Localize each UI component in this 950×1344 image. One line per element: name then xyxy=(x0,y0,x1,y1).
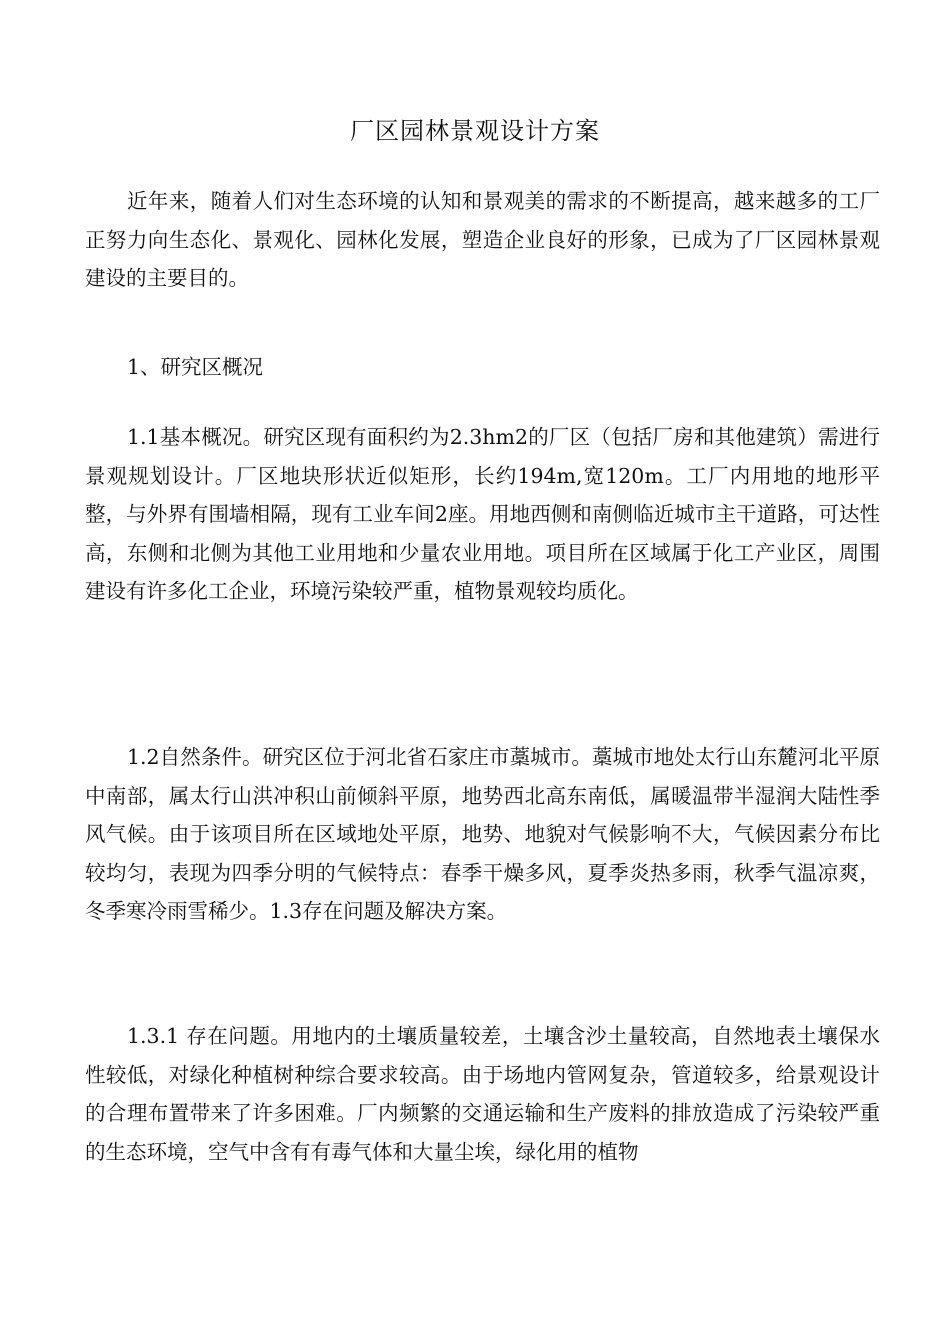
document-title: 厂区园林景观设计方案 xyxy=(350,117,600,145)
section-1-3-1-paragraph: 1.3.1 存在问题。用地内的土壤质量较差，土壤含沙土量较高，自然地表土壤保水性较低，对绿化种植树种综合要求较高。由于场地内管网复杂，管道较多，给景观设计的合理布置带来了许多困难。厂内频繁的交通运输和生产废料的排放造成了污染较严重的生态环境，空气中含有有毒气体和大量尘埃，绿化用的植物 xyxy=(85,1024,880,1164)
section-1-2-paragraph: 1.2自然条件。研究区位于河北省石家庄市藁城市。藁城市地处太行山东麓河北平原中南部，属太行山洪冲积山前倾斜平原，地势西北高东南低，属暖温带半湿润大陆性季风气候。由于该项目所在区域地处平原，地势、地貌对气候影响不大，气候因素分布比较均匀，表现为四季分明的气候特点：春季干燥多风，夏季炎热多雨，秋季气温凉爽，冬季寒冷雨雪稀少。1.3存在问题及解决方案。 xyxy=(85,745,880,923)
section-heading-block xyxy=(85,348,880,387)
intro-paragraph-block xyxy=(85,182,880,298)
intro-paragraph: 近年来，随着人们对生态环境的认知和景观美的需求的不断提高，越来越多的工厂正努力向生态化、景观化、园林化发展，塑造企业良好的形象，已成为了厂区园林景观建设的主要目的。 xyxy=(85,189,880,290)
section-1-1-paragraph: 1.1基本概况。研究区现有面积约为2.3hm2的厂区（包括厂房和其他建筑）需进行景观规划设计。厂区地块形状近似矩形，长约194m,宽120m。工厂内用地的地形平整，与外界有围墙相隔，现有工业车间2座。用地西侧和南侧临近城市主干道路，可达性高，东侧和北侧为其他工业用地和少量农业用地。项目所在区域属于化工产业区，周围建设有许多化工企业，环境污染较严重，植物景观较均质化。 xyxy=(85,425,880,603)
section-heading-1: 1、研究区概况 xyxy=(127,355,264,379)
section-1-3-1-block xyxy=(85,1017,880,1171)
section-1-1-block xyxy=(85,418,880,611)
section-1-2-block xyxy=(85,738,880,931)
